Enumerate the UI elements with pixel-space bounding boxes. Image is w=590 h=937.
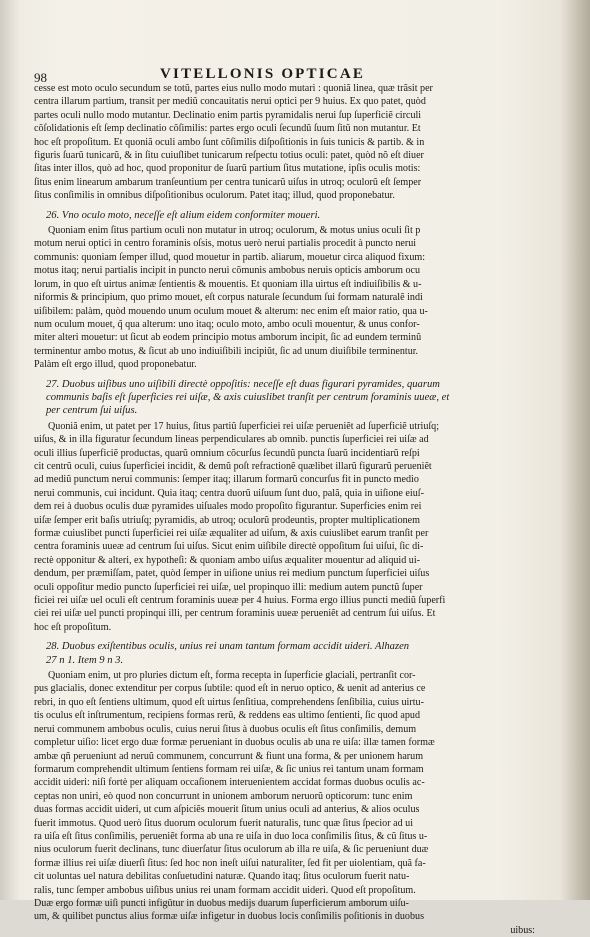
- page-number: 98: [34, 70, 47, 85]
- text-line: ralis, tunc ſemper ambobus uiſibus unius rei unam formam accidit uideri. Quod eſt propoſitum.: [34, 884, 416, 896]
- text-line: ceptas non uniri, eò quod non concurrunt in unionem amborum neruorũ opticorum: tunc enim: [34, 790, 413, 802]
- text-line: formæ illius rei uiſæ diuerſi ſitus: ſed hoc non ineſt uiſui naturaliter, ſed fit per uiolentiam, quã fa-: [34, 857, 426, 869]
- text-line: Quoniam enim, ut pro pluries dictum eſt, forma recepta in ſuperficie glaciali, pertranſit cor-: [48, 670, 416, 682]
- text-line: oculi oppoſitur medio puncto ſuperficiei rei uiſæ, uel propinquo illi: medium autem punctũ ſuper: [34, 581, 423, 593]
- text-line: 26. Vno oculo moto, neceſſe eſt alium eidem conformiter moueri.: [46, 209, 321, 221]
- text-line: miter alteri mouetur: ut ſicut ab eodem principio motus amborum incipit, ſic ad eundem terminũ: [34, 332, 422, 344]
- proposition-heading: [46, 209, 541, 222]
- text-line: uiſus, & in illa figuratur ſecundum lineas perpendiculares ab omnib. punctis ſuperficiei rei uiſæ ad: [34, 434, 429, 446]
- text-line: duas formas accidit uideri, ut cum aſpiciẽs mouerit ſitum unius oculi ad anterius, & alios oculus: [34, 804, 420, 816]
- text-line: 27. Duobus uiſibus uno uiſibili directè oppoſitis: neceſſe eſt duas figurari pyramides, quarum: [46, 378, 440, 390]
- text-line: nerui communem ambobus oculis, cuius nerui ſitus à duobus oculis eſt ſitus conſimilis, demum: [34, 723, 417, 735]
- text-line: cit centrũ oculi, cuius ſuperficiei incidit, & demũ poſt refractionẽ quælibet illarũ figurarũ perueniẽt: [34, 460, 432, 472]
- text-line: accidit uideri: niſi fortè per aliquam occaſionem interuenientem accidat formas duobus oculis ac-: [34, 777, 425, 789]
- text-line: ra uiſa eſt ſitus conſimilis, perueniẽt forma ab una re uiſa in duo loca conſimilis ſitus, & cũ ſitus u-: [34, 830, 428, 842]
- text-line: Quoniam enim ſitus partium oculi non mutatur in utroq; oculorum, & motus unius oculi ſit p: [48, 225, 421, 237]
- text-line: lorum, in quo eſt uirtus animæ ſentientis & mouentis. Et quoniam illa uirtus eſt indiuiſibilis & u-: [34, 278, 422, 290]
- paragraph: [34, 224, 541, 371]
- text-line: formarum comprehendit ultimum ſentiens formam rei uiſæ, & ſic unius rei tantum unam formam: [34, 763, 424, 775]
- text-line: per centrum ſui uiſus.: [46, 405, 138, 417]
- text-line: rectè opponitur & alteri, ex hypotheſi: & quoniam ambo uiſus æqualiter mouentur ad aliquid ui-: [34, 554, 421, 566]
- text-line: dem rei à duobus oculis duæ pyramides uiſuales modo propoſito figurantur. Superficies enim rei: [34, 501, 422, 513]
- text-line: oculi illius ſuperficiẽ productas, quarũ omnium cõcurſus ſecundũ puncta ſuarũ incidentiarũ reſpi: [34, 447, 420, 459]
- text-line: nius oculorum fuerit declinans, tunc diuerſatur ſitus oculorum ab illa re uiſa, & ſic perueniunt duæ: [34, 844, 429, 856]
- text-line: dendum, per præmiſſam, patet, quòd ſemper in uiſione unius rei medium punctum ſuperficiei uiſus: [34, 568, 430, 580]
- page-edge-shadow: [560, 0, 590, 900]
- text-line: ambæ qñ perueniunt ad neruũ communem, concurrunt & fiunt una forma, & per unionem harum: [34, 750, 424, 762]
- text-line: cõſolidationis eſt ſemp declinatio cõſimilis: partes ergo oculi ſecundũ ſuum ſitũ non mutantur. Et: [34, 123, 421, 135]
- text-line: um, & quilibet punctus alius formæ uiſæ infigetur in duobus locis conſimilis poſitionis in duobus: [34, 911, 425, 923]
- text-line: tis oculus eſt inſtrumentum, recipiens formas rerũ, & reddens eas ultimo ſentienti, ſic quod apud: [34, 710, 420, 722]
- text-line: ficiei rei uiſæ uel oculi eſt centrum foraminis uueæ per 4 huius. Forma ergo illius puncti mediũ ſuperfi: [34, 595, 446, 607]
- text-line: Quoniã enim, ut patet per 17 huius, ſitus partiũ ſuperficiei rei uiſæ perueniẽt ad ſuperficiẽ utriuſq;: [48, 420, 440, 432]
- text-line: formæ cuiuslibet puncti ſuperficiei rei uiſæ æqualiter ad uiſum, & axis cuiuslibet earum tranſit per: [34, 528, 429, 539]
- paragraph: [34, 669, 541, 937]
- proposition-heading: [46, 640, 541, 667]
- text-line: num oculum mouet, q̃ qua alterum: uno itaq; oculo moto, ambo oculi mouentur, & unus confor-: [34, 318, 420, 330]
- text-line: centra illarum partium, transit per mediũ concauitatis nerui optici per 9 huius. Ex quo patet, quòd: [34, 96, 426, 108]
- text-line: ciei rei uiſæ uel puncti propinqui illi, per centrum foraminis uueæ perueniẽt ad centrum ſui uiſus. Et: [34, 608, 436, 620]
- text-line: ſitus conſimilis in omnibus diſpoſitionibus oculorum. Patet itaq; illud, quod proponebatur.: [34, 190, 395, 202]
- running-title: VITELLONIS OPTICAE: [160, 66, 366, 82]
- text-line: nerui communis, cui incidunt. Quia itaq; centra duorũ uiſuum ſunt duo, palã, quia in uiſione eiuſ-: [34, 487, 424, 499]
- text-line: rebri, in quo eſt ſentiens ultimum, quod eſt uirtus ſenſitiua, comprehendens ſenſibilia, cuius uirtu-: [34, 696, 424, 708]
- text-line: hoc eſt propoſitum. Et quoniã oculi ambo ſunt cõſimilis diſpoſitionis in ſuis tunicis & partib. & in: [34, 136, 425, 148]
- paragraph: [34, 420, 541, 635]
- body-text: [34, 82, 541, 937]
- text-line: Duæ ergo formæ uiſi puncti infigũtur in duobus medijs duarum ſuperficierum amborum uiſu-: [34, 897, 409, 909]
- text-line: cesse est moto oculo secundum se totũ, partes eius nullo modo mutari : quoniã linea, quæ trãsit per: [34, 83, 433, 94]
- text-line: communis: quoniam ſemper illud, quod mouetur in partib. aliarum, mouetur circa aliquod fixum:: [34, 251, 426, 263]
- text-line: ad mediũ punctum nerui communis: ſemper itaq; illarum formarũ concurſus fit in puncto medio: [34, 474, 419, 486]
- text-line: ſitas inter illos, quò ad hoc, quod proponitur de ſuarũ partium ſitus mutatione, ipſis oculis motis:: [34, 163, 421, 175]
- text-line: 27 n 1. Item 9 n 3.: [46, 654, 124, 666]
- text-line: uiſæ ſemper erit baſis utriuſq; pyramidis, ab utroq; oculorũ prodeuntis, propter multiplicationem: [34, 514, 421, 526]
- text-line: motus itaq; nerui partialis incipit in puncto nerui cõmunis ambobus neruis opticis amborum ocu: [34, 265, 421, 277]
- text-line: niformis & principium, quo primo mouet, eſt corpus naturale ſecundum ſui formam naturalẽ indi: [34, 292, 423, 304]
- text-line: ſitus enim linearum ambarum tranſeuntium per centra tunicarũ uiſus in utroq; oculorũ eſt ſemper: [34, 176, 422, 188]
- text-line: hoc eſt propoſitum.: [34, 621, 112, 633]
- paragraph: [34, 82, 541, 203]
- text-line: uiſibilem: palàm, quòd mouendo unum oculum mouet & alterum: nec enim eſt maior ratio, qua u-: [34, 305, 428, 317]
- text-line: Palàm eſt ergo illud, quod proponebatur.: [34, 359, 197, 371]
- text-line: motum nerui optici in centro foraminis oſsis, motus uerò nerui partialis procedit à puncto nerui: [34, 238, 417, 250]
- text-line: communis baſis eſt ſuperficies rei uiſæ, & axis cuiuslibet tranſit per centrum foraminis uueæ, et: [46, 391, 450, 403]
- text-line: centra foraminis uueæ ad centrum ſui uiſus. Sicut enim uiſibile directè oppoſitum ſui uiſui, ſic di-: [34, 541, 424, 553]
- text-line: figuris ſuarũ tunicarũ, & in ſitu cuiuſlibet tunicarum reſpectu totius oculi: patet, quòd nõ eſt diuer: [34, 150, 424, 162]
- proposition-heading: [46, 378, 541, 418]
- catchword: uibus:: [510, 924, 535, 936]
- text-line: 28. Duobus exiſtentibus oculis, unius rei unam tantum formam accidit uideri. Alhazen: [46, 641, 410, 653]
- text-line: pus glacialis, donec extenditur per corpus ſubtile: quod eſt in neruo optico, & uenit ad anterius ce: [34, 683, 426, 695]
- text-line: partes oculi nullo modo mutantur. Declinatio enim partis pyramidalis nerui ſup ſuperficiẽ circuli: [34, 109, 422, 121]
- text-line: fuerit immotus. Quod uerò ſitus duorum oculorum fuerit naturalis, tunc quæ ſitus ſpecior ad ui: [34, 817, 414, 829]
- text-line: terminentur ambo motus, & ſicut ab uno indiuiſibili incipiũt, ſic ad unum diuiſibile terminentur.: [34, 345, 419, 357]
- text-line: cit uoluntas uel natura debilitas conſuetudini naturæ. Quando itaq; ſitus oculorum fuerit natu-: [34, 871, 410, 883]
- text-line: completur uiſio: licet ergo duæ formæ perueniant in duobus oculis ab una re uiſa: illæ tamen formæ: [34, 737, 435, 749]
